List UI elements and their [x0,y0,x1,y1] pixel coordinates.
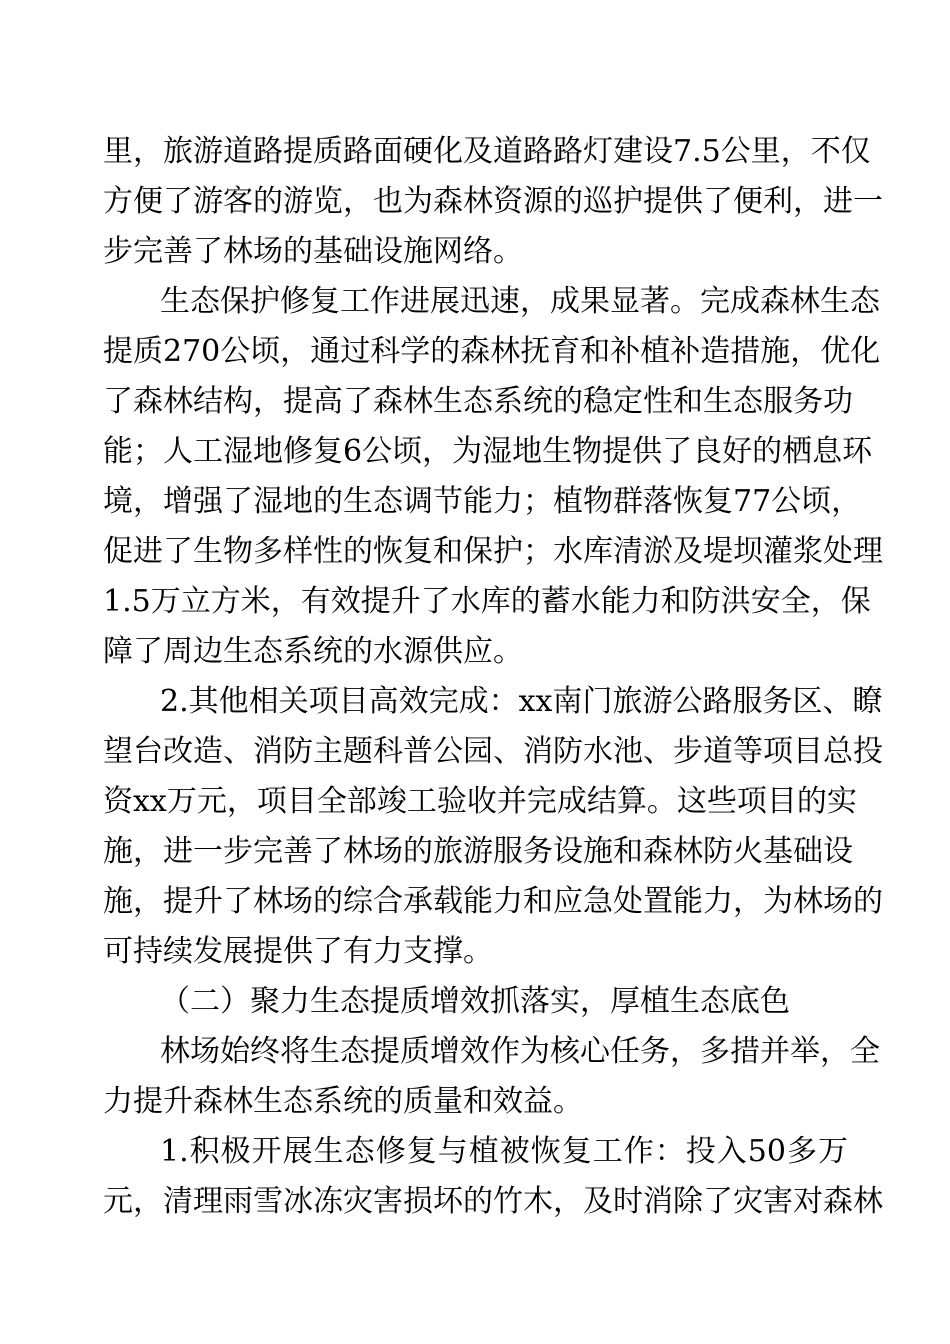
text-line: 方便了游客的游览，也为森林资源的巡护提供了便利，进一 [103,184,883,219]
text-line: 里，旅游道路提质路面硬化及道路路灯建设7.5公里，不仅 [103,134,871,169]
text-line: 2.其他相关项目高效完成：xx南门旅游公路服务区、瞭 [160,684,883,719]
text-line: 步完善了林场的基础设施网络。 [103,234,523,269]
text-line: 元，清理雨雪冰冻灾害损坏的竹木，及时消除了灾害对森林 [103,1184,883,1219]
text-line: 提质270公顷，通过科学的森林抚育和补植补造措施，优化 [103,334,881,369]
text-line: 促进了生物多样性的恢复和保护；水库清淤及堤坝灌浆处理 [103,534,883,569]
section-heading: （二）聚力生态提质增效抓落实，厚植生态底色 [160,984,790,1019]
text-line: 施，进一步完善了林场的旅游服务设施和森林防火基础设 [103,834,853,869]
text-line: 施，提升了林场的综合承载能力和应急处置能力，为林场的 [103,884,883,919]
text-line: 望台改造、消防主题科普公园、消防水池、步道等项目总投 [103,734,883,769]
text-line: 力提升森林生态系统的质量和效益。 [103,1084,583,1119]
text-line: 了森林结构，提高了森林生态系统的稳定性和生态服务功 [103,384,853,419]
text-line: 资xx万元，项目全部竣工验收并完成结算。这些项目的实 [103,784,857,819]
text-line: 1.5万立方米，有效提升了水库的蓄水能力和防洪安全，保 [103,584,871,619]
text-line: 能；人工湿地修复6公顷，为湿地生物提供了良好的栖息环 [103,434,873,469]
text-line: 1.积极开展生态修复与植被恢复工作：投入50多万 [160,1134,848,1169]
text-line: 障了周边生态系统的水源供应。 [103,634,523,669]
text-line: 可持续发展提供了有力支撑。 [103,934,493,969]
text-line: 林场始终将生态提质增效作为核心任务，多措并举，全 [160,1034,880,1069]
text-line: 境，增强了湿地的生态调节能力；植物群落恢复77公顷， [103,484,862,519]
text-line: 生态保护修复工作进展迅速，成果显著。完成森林生态 [160,284,880,319]
